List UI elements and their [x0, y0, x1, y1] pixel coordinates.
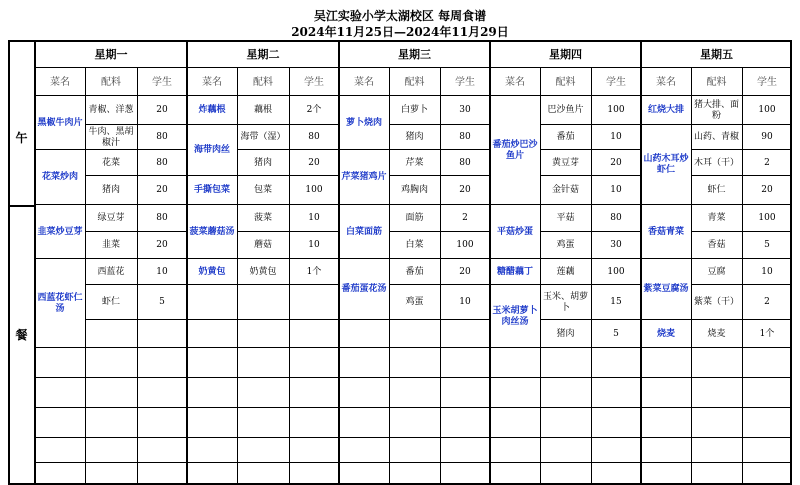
column-header-ingredient: 配料: [253, 76, 273, 88]
student-qty-cell: 5: [613, 328, 619, 339]
day-header-3: 星期三: [398, 47, 431, 61]
ingredient-cell: [540, 348, 591, 378]
student-qty-cell: 20: [156, 185, 168, 195]
ingredient-cell: 虾仁: [101, 297, 120, 307]
ingredient-cell: 豆腐: [707, 266, 726, 277]
ingredient-cell: [389, 348, 440, 378]
ingredient-cell: 白萝卜: [400, 105, 428, 115]
student-qty-cell: 100: [607, 266, 625, 277]
student-qty-cell: [440, 438, 490, 463]
dish-name: 山药木耳炒虾仁: [643, 154, 689, 175]
ingredient-cell: [237, 348, 289, 378]
student-qty-cell: 100: [607, 105, 625, 115]
dish-name: 平菇炒蛋: [496, 226, 533, 237]
dish-name: 奶黄包: [198, 266, 226, 277]
student-qty-cell: 30: [610, 240, 622, 250]
student-qty-cell: 5: [159, 297, 165, 307]
ingredient-cell: [540, 438, 591, 463]
day-header-2: 星期二: [246, 47, 280, 61]
ingredient-cell: 西蓝花: [97, 266, 125, 277]
student-qty-cell: [137, 320, 187, 348]
ingredient-cell: 菠菜: [253, 213, 272, 223]
student-qty-cell: [440, 408, 490, 438]
student-qty-cell: [289, 408, 339, 438]
dish-name: 白菜面筋: [345, 226, 382, 237]
ingredient-cell: [540, 378, 591, 408]
student-qty-cell: 2: [764, 157, 770, 168]
student-qty-cell: 90: [761, 132, 773, 142]
student-qty-cell: 80: [610, 213, 622, 223]
column-header-student: 学生: [304, 76, 324, 88]
dish-name: 紫菜豆腐汤: [643, 284, 689, 294]
ingredient-cell: [691, 348, 742, 378]
ingredient-cell: 番茄: [556, 132, 575, 142]
dish-name: 番茄蛋花汤: [341, 284, 387, 294]
dish-name: 玉米胡萝卜肉丝汤: [492, 305, 538, 327]
dish-name: 红烧大排: [647, 105, 684, 115]
ingredient-cell: 鸡胸肉: [400, 185, 428, 195]
ingredient-cell: 猪肉: [556, 328, 575, 339]
ingredient-cell: 韭菜: [101, 240, 120, 250]
student-qty-cell: [289, 320, 339, 348]
ingredient-cell: [237, 285, 289, 320]
ingredient-cell: 猪肉: [253, 157, 272, 168]
column-header-student: 学生: [455, 76, 475, 88]
ingredient-cell: 藕根: [253, 105, 272, 115]
student-qty-cell: 10: [459, 297, 471, 307]
student-qty-cell: 5: [764, 240, 770, 250]
student-qty-cell: 80: [308, 132, 320, 142]
ingredient-cell: [389, 320, 440, 348]
ingredient-cell: 木耳（干）: [693, 157, 739, 168]
student-qty-cell: 2: [764, 297, 770, 307]
student-qty-cell: 10: [610, 185, 622, 195]
dish-name: 烧麦: [656, 328, 675, 339]
dish-name: 炸藕根: [198, 105, 226, 115]
dish-name: 菠菜蘑菇汤: [189, 226, 235, 237]
student-qty-cell: [591, 408, 641, 438]
ingredient-cell: 猪大排、面粉: [693, 99, 739, 121]
student-qty-cell: 10: [156, 266, 168, 277]
student-qty-cell: 30: [459, 105, 471, 115]
student-qty-cell: [742, 378, 792, 408]
dish-name: 芹菜猪鸡片: [341, 172, 387, 182]
student-qty-cell: 100: [456, 240, 474, 250]
student-qty-cell: 1个: [759, 328, 775, 339]
student-qty-cell: 80: [459, 132, 471, 142]
student-qty-cell: [137, 408, 187, 438]
ingredient-cell: 芹菜: [405, 157, 424, 168]
student-qty-cell: 100: [758, 105, 776, 115]
ingredient-cell: [237, 320, 289, 348]
ingredient-cell: 牛肉、黑胡椒汁: [88, 126, 134, 148]
ingredient-cell: [237, 378, 289, 408]
ingredient-cell: 烧麦: [707, 328, 726, 339]
ingredient-cell: 猪肉: [405, 132, 424, 142]
ingredient-cell: [389, 378, 440, 408]
column-header-ingredient: 配料: [706, 76, 727, 88]
student-qty-cell: 100: [758, 213, 776, 223]
dish-name: 韭菜炒豆芽: [37, 226, 83, 237]
column-header-dish: 菜名: [50, 76, 70, 88]
student-qty-cell: 2个: [306, 105, 322, 115]
student-qty-cell: [289, 285, 339, 320]
student-qty-cell: [742, 408, 792, 438]
dish-name: 番茄炒巴沙鱼片: [492, 139, 538, 161]
ingredient-cell: 平菇: [556, 213, 575, 223]
column-header-ingredient: 配料: [101, 76, 121, 88]
day-header-1: 星期一: [94, 47, 128, 61]
menu-title: 吴江实验小学太湖校区 每周食谱: [313, 9, 487, 23]
dish-name: 香菇青菜: [647, 226, 684, 237]
ingredient-cell: 猪肉: [101, 185, 120, 195]
student-qty-cell: 20: [459, 185, 471, 195]
student-qty-cell: 80: [156, 157, 168, 168]
ingredient-cell: 青椒、洋葱: [88, 105, 134, 115]
student-qty-cell: [440, 378, 490, 408]
student-qty-cell: 80: [459, 157, 471, 168]
ingredient-cell: [691, 438, 742, 463]
dish-name: 萝卜烧肉: [345, 117, 382, 128]
ingredient-cell: 山药、青椒: [693, 132, 739, 142]
dish-name: 花菜炒肉: [41, 172, 78, 182]
dish-name: 黑椒牛肉片: [37, 117, 83, 128]
ingredient-cell: 虾仁: [707, 185, 726, 195]
student-qty-cell: 10: [308, 213, 320, 223]
student-qty-cell: 1个: [306, 266, 322, 277]
column-header-dish: 菜名: [202, 76, 222, 88]
student-qty-cell: 100: [305, 185, 323, 195]
dish-name: 海带肉丝: [193, 145, 230, 155]
student-qty-cell: [289, 438, 339, 463]
student-qty-cell: 10: [308, 240, 320, 250]
student-qty-cell: [591, 438, 641, 463]
column-header-ingredient: 配料: [555, 76, 576, 88]
ingredient-cell: [85, 378, 137, 408]
date-range: 2024年11月25日—2024年11月29日: [291, 25, 509, 39]
student-qty-cell: [742, 348, 792, 378]
student-qty-cell: 20: [610, 157, 622, 168]
student-qty-cell: [137, 378, 187, 408]
student-qty-cell: 10: [761, 266, 773, 277]
ingredient-cell: 奶黄包: [249, 266, 277, 277]
student-qty-cell: [440, 320, 490, 348]
ingredient-cell: [540, 408, 591, 438]
student-qty-cell: [289, 378, 339, 408]
ingredient-cell: 包菜: [253, 185, 272, 195]
ingredient-cell: [237, 438, 289, 463]
student-qty-cell: 15: [610, 297, 622, 307]
ingredient-cell: 玉米、胡萝卜: [542, 291, 588, 313]
ingredient-cell: 白菜: [405, 240, 424, 250]
column-header-dish: 菜名: [354, 76, 374, 88]
ingredient-cell: 绿豆芽: [97, 213, 125, 223]
ingredient-cell: 巴沙鱼片: [547, 105, 584, 115]
column-header-student: 学生: [606, 76, 626, 88]
meal-label-noon: 午: [15, 130, 28, 145]
column-header-ingredient: 配料: [404, 76, 425, 88]
dish-name: 西蓝花虾仁汤: [37, 292, 83, 314]
ingredient-cell: [85, 438, 137, 463]
student-qty-cell: [137, 438, 187, 463]
ingredient-cell: 金针菇: [551, 185, 579, 195]
ingredient-cell: 番茄: [405, 266, 424, 277]
student-qty-cell: [137, 348, 187, 378]
student-qty-cell: 20: [156, 240, 168, 250]
student-qty-cell: 20: [156, 105, 168, 115]
column-header-student: 学生: [757, 76, 777, 88]
ingredient-cell: 花菜: [101, 157, 120, 168]
ingredient-cell: 鸡蛋: [556, 240, 575, 250]
column-header-student: 学生: [152, 76, 172, 88]
ingredient-cell: 紫菜（干）: [693, 297, 739, 307]
student-qty-cell: [742, 438, 792, 463]
ingredient-cell: [85, 348, 137, 378]
ingredient-cell: [691, 378, 742, 408]
ingredient-cell: [237, 408, 289, 438]
ingredient-cell: 青菜: [707, 213, 726, 223]
column-header-dish: 菜名: [656, 76, 676, 88]
ingredient-cell: [691, 408, 742, 438]
student-qty-cell: 20: [761, 185, 773, 195]
meal-label-meal: 餐: [15, 327, 28, 342]
ingredient-cell: [85, 320, 137, 348]
student-qty-cell: 80: [156, 132, 168, 142]
student-qty-cell: [591, 378, 641, 408]
student-qty-cell: [289, 348, 339, 378]
student-qty-cell: 20: [308, 157, 320, 168]
day-header-5: 星期五: [700, 47, 733, 61]
ingredient-cell: 蘑菇: [253, 240, 272, 250]
ingredient-cell: 海带（湿）: [240, 132, 286, 142]
ingredient-cell: 香菇: [707, 240, 726, 250]
student-qty-cell: 80: [156, 213, 168, 223]
student-qty-cell: 20: [459, 266, 471, 277]
dish-name: 手撕包菜: [193, 185, 230, 195]
ingredient-cell: 黄豆芽: [551, 157, 579, 168]
ingredient-cell: [389, 438, 440, 463]
student-qty-cell: 2: [462, 213, 468, 223]
ingredient-cell: 面筋: [405, 213, 424, 223]
ingredient-cell: [85, 408, 137, 438]
dish-name: 糖醋藕丁: [496, 266, 533, 277]
student-qty-cell: 10: [610, 132, 622, 142]
ingredient-cell: 莲藕: [556, 266, 575, 277]
column-header-dish: 菜名: [505, 76, 525, 88]
ingredient-cell: [389, 408, 440, 438]
day-header-4: 星期四: [549, 47, 582, 61]
student-qty-cell: [591, 348, 641, 378]
ingredient-cell: 鸡蛋: [405, 297, 424, 307]
student-qty-cell: [440, 348, 490, 378]
